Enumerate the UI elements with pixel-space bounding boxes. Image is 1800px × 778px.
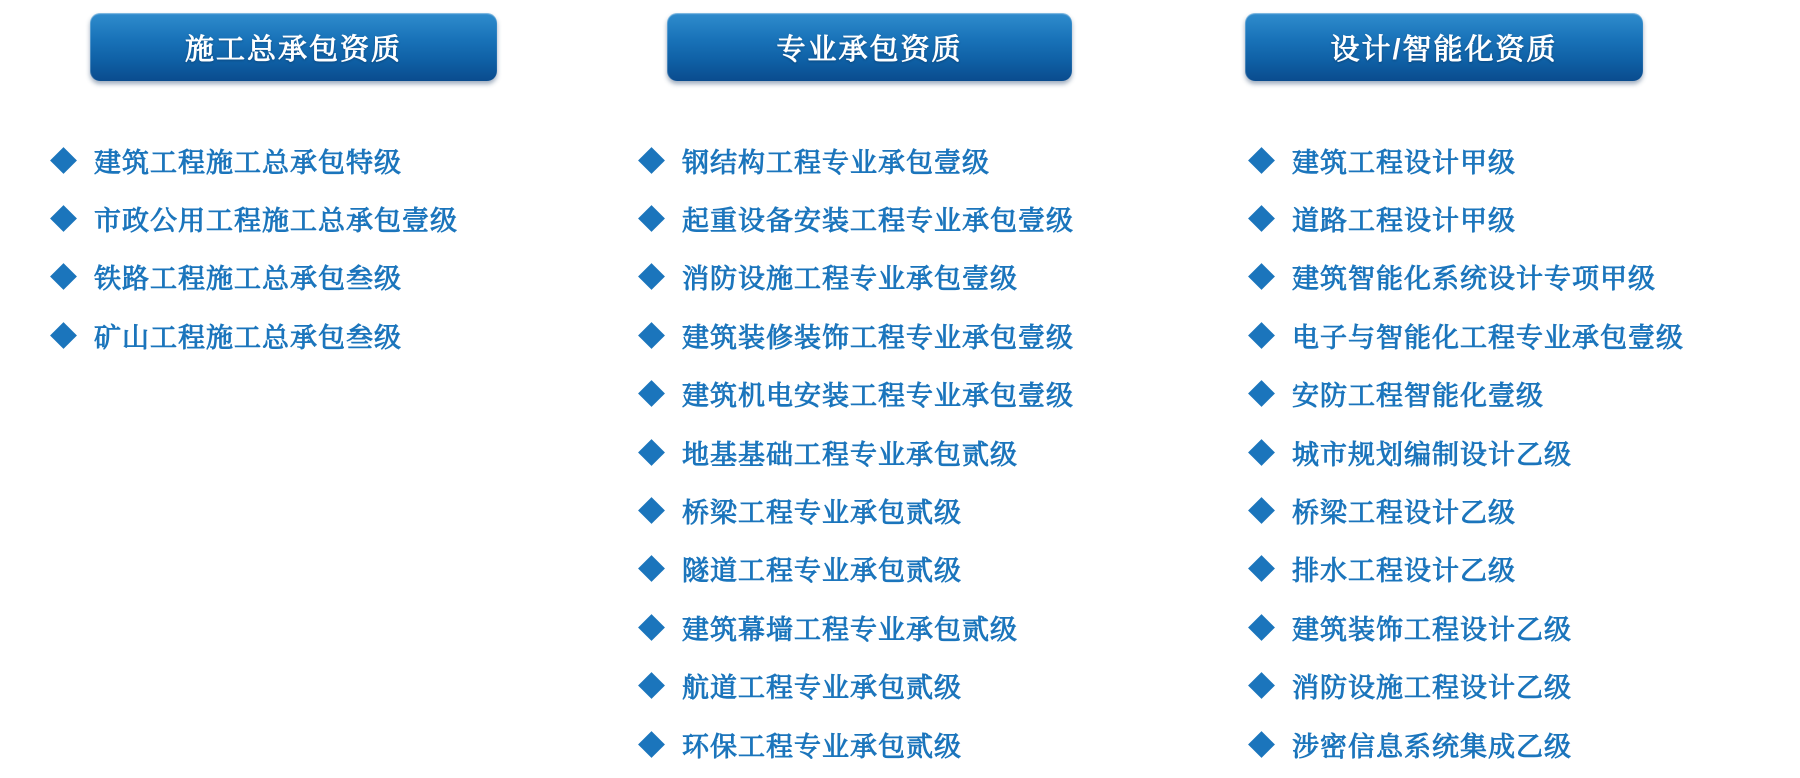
qualification-label: 市政公用工程施工总承包壹级 <box>94 206 458 237</box>
qualification-label: 建筑智能化系统设计专项甲级 <box>1292 264 1656 295</box>
diamond-icon <box>638 263 665 290</box>
qualification-label: 桥梁工程设计乙级 <box>1292 498 1516 529</box>
list-item <box>1248 598 1684 656</box>
column-header-professional-contracting: 专业承包资质 <box>667 13 1072 81</box>
list-item <box>638 657 1074 715</box>
list-item <box>1248 248 1684 306</box>
list-item <box>50 189 458 247</box>
list-item <box>638 131 1074 189</box>
diamond-icon <box>1248 497 1275 524</box>
qualification-label: 环保工程专业承包贰级 <box>682 731 962 762</box>
list-item <box>1248 423 1684 481</box>
qualification-label: 桥梁工程专业承包贰级 <box>682 498 962 529</box>
diamond-icon <box>638 731 665 758</box>
qualification-label: 建筑装饰工程设计乙级 <box>1292 614 1572 645</box>
qualification-label: 电子与智能化工程专业承包壹级 <box>1292 322 1684 353</box>
list-item <box>1248 540 1684 598</box>
diamond-icon <box>50 147 77 174</box>
qualification-label: 航道工程专业承包贰级 <box>682 673 962 704</box>
qualification-label: 消防设施工程专业承包壹级 <box>682 264 1018 295</box>
qualification-label: 地基基础工程专业承包贰级 <box>682 439 1018 470</box>
diamond-icon <box>638 614 665 641</box>
diamond-icon <box>1248 205 1275 232</box>
qualification-label: 排水工程设计乙级 <box>1292 556 1516 587</box>
qualification-label: 建筑机电安装工程专业承包壹级 <box>682 381 1074 412</box>
qualification-list-construction-general-contracting <box>50 131 458 365</box>
diamond-icon <box>50 322 77 349</box>
list-item <box>50 248 458 306</box>
list-item <box>638 423 1074 481</box>
list-item <box>50 306 458 364</box>
diamond-icon <box>1248 263 1275 290</box>
column-header-design-intelligent: 设计/智能化资质 <box>1245 13 1643 81</box>
diamond-icon <box>1248 672 1275 699</box>
list-item <box>638 715 1074 773</box>
list-item <box>638 189 1074 247</box>
qualification-list-professional-contracting <box>638 131 1074 773</box>
list-item <box>1248 306 1684 364</box>
diamond-icon <box>50 263 77 290</box>
diamond-icon <box>638 380 665 407</box>
column-header-construction-general-contracting: 施工总承包资质 <box>90 13 497 81</box>
qualification-label: 建筑幕墙工程专业承包贰级 <box>682 614 1018 645</box>
qualification-label: 涉密信息系统集成乙级 <box>1292 731 1572 762</box>
qualification-label: 建筑工程施工总承包特级 <box>94 147 402 178</box>
qualification-label: 矿山工程施工总承包叁级 <box>94 322 402 353</box>
diamond-icon <box>50 205 77 232</box>
diamond-icon <box>638 205 665 232</box>
diamond-icon <box>638 439 665 466</box>
list-item <box>638 481 1074 539</box>
list-item <box>1248 189 1684 247</box>
diamond-icon <box>638 672 665 699</box>
list-item <box>638 365 1074 423</box>
qualification-label: 道路工程设计甲级 <box>1292 206 1516 237</box>
diamond-icon <box>1248 614 1275 641</box>
diamond-icon <box>1248 555 1275 582</box>
diamond-icon <box>1248 147 1275 174</box>
qualification-label: 安防工程智能化壹级 <box>1292 381 1544 412</box>
diamond-icon <box>1248 322 1275 349</box>
list-item <box>50 131 458 189</box>
diamond-icon <box>638 555 665 582</box>
list-item <box>638 540 1074 598</box>
list-item <box>638 248 1074 306</box>
diamond-icon <box>638 497 665 524</box>
diamond-icon <box>1248 380 1275 407</box>
list-item <box>1248 715 1684 773</box>
qualification-label: 消防设施工程设计乙级 <box>1292 673 1572 704</box>
qualification-label: 建筑工程设计甲级 <box>1292 147 1516 178</box>
list-item <box>1248 481 1684 539</box>
list-item <box>1248 131 1684 189</box>
list-item <box>1248 365 1684 423</box>
diamond-icon <box>1248 439 1275 466</box>
qualification-label: 建筑装修装饰工程专业承包壹级 <box>682 322 1074 353</box>
list-item <box>1248 657 1684 715</box>
qualification-list-design-intelligent <box>1248 131 1684 773</box>
list-item <box>638 598 1074 656</box>
qualification-label: 隧道工程专业承包贰级 <box>682 556 962 587</box>
qualification-label: 城市规划编制设计乙级 <box>1292 439 1572 470</box>
qualification-label: 起重设备安装工程专业承包壹级 <box>682 206 1074 237</box>
diamond-icon <box>638 147 665 174</box>
diamond-icon <box>638 322 665 349</box>
diamond-icon <box>1248 731 1275 758</box>
qualification-label: 钢结构工程专业承包壹级 <box>682 147 990 178</box>
list-item <box>638 306 1074 364</box>
qualification-label: 铁路工程施工总承包叁级 <box>94 264 402 295</box>
